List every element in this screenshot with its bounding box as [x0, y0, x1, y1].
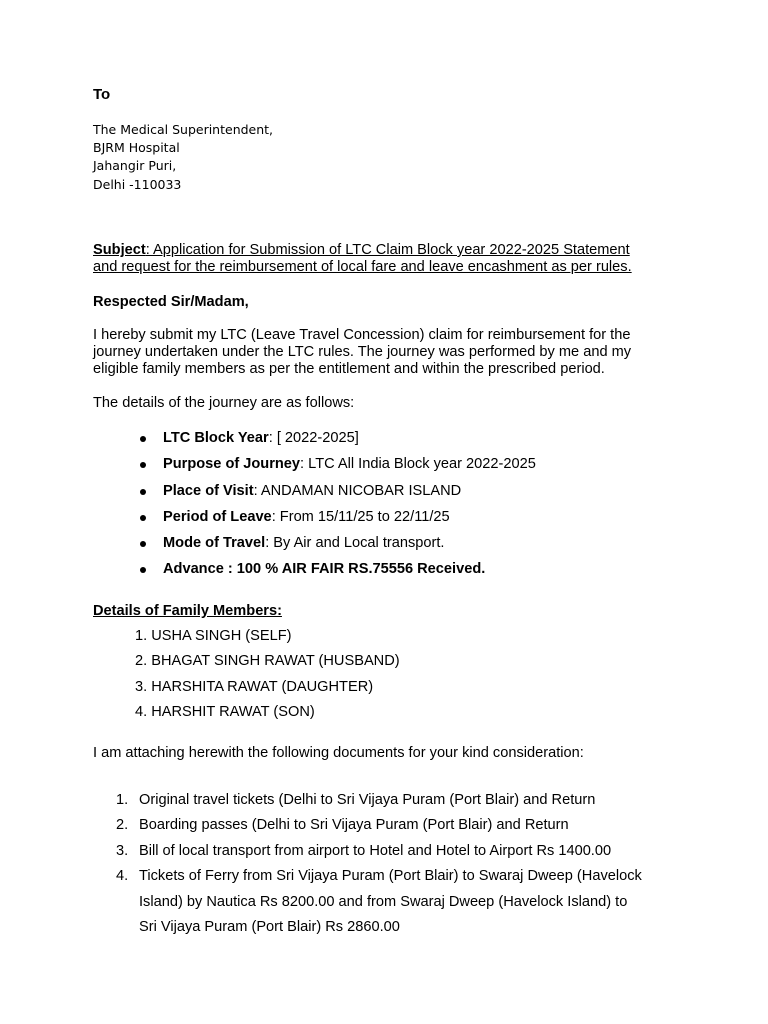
detail-label: Purpose of Journey [163, 456, 301, 473]
item-line: Bill of local transport from airport to Hotel and Hotel to Airport Rs 1400.00 [139, 842, 612, 859]
bullet-icon [140, 436, 146, 442]
list-item [116, 788, 642, 813]
detail-label: LTC Block Year [163, 430, 269, 446]
item-line: Boarding passes (Delhi to Sri Vijaya Puram (Port Blair) and Return [139, 817, 569, 834]
greeting: Respected Sir/Madam, [93, 294, 249, 310]
item-line: Sri Vijaya Puram (Port Blair) Rs 2860.00 [139, 919, 400, 936]
item-line: Tickets of Ferry from Sri Vijaya Puram (Port Blair) to Swaraj Dweep (Havelock [139, 868, 642, 885]
item-number: 3. [116, 842, 129, 859]
detail-value: : LTC All India Block year 2022-2025 [300, 456, 536, 473]
documents-list [116, 788, 642, 940]
list-item: 3. HARSHITA RAWAT (DAUGHTER) [135, 678, 374, 695]
detail-value: : ANDAMAN NICOBAR ISLAND [253, 482, 462, 499]
family-members-list [135, 628, 400, 730]
address-line: Jahangir Puri, [93, 158, 177, 174]
list-item [140, 535, 536, 561]
subject-label: Subject [93, 242, 146, 258]
attachments-intro: I am attaching herewith the following documents for your kind consideration: [93, 745, 584, 761]
detail-value: : From 15/11/25 to 22/11/25 [271, 508, 450, 525]
detail-label: Advance : 100 % AIR FAIR RS.75556 Received. [163, 561, 486, 578]
detail-value: : By Air and Local transport. [265, 535, 445, 552]
bullet-icon [140, 515, 146, 521]
list-item [140, 509, 536, 535]
detail-label: Mode of Travel [163, 535, 266, 552]
item-line: Original travel tickets (Delhi to Sri Vijaya Puram (Port Blair) and Return [139, 792, 596, 808]
list-item [116, 864, 642, 940]
list-item [140, 483, 536, 509]
body-line: eligible family members as per the entitlement and within the prescribed period. [93, 361, 605, 377]
item-line: Island) by Nautica Rs 8200.00 and from Swaraj Dweep (Havelock Island) to [139, 893, 628, 910]
recipient-salutation: To [93, 86, 111, 103]
bullet-icon [140, 541, 146, 547]
item-number: 1. [116, 792, 129, 808]
details-intro: The details of the journey are as follows: [93, 395, 355, 411]
detail-value: : [ 2022-2025] [268, 430, 359, 446]
list-item: 4. HARSHIT RAWAT (SON) [135, 704, 315, 721]
subject-block [93, 242, 673, 276]
address-line: The Medical Superintendent, [93, 122, 274, 137]
list-item: 2. BHAGAT SINGH RAWAT (HUSBAND) [135, 653, 400, 670]
body-line: journey undertaken under the LTC rules. The journey was performed by me and my [93, 344, 632, 360]
journey-details-list [140, 430, 536, 588]
subject-text: : Application for Submission of LTC Claim Block year 2022-2025 Statement [145, 242, 630, 258]
list-item [140, 561, 536, 587]
subject-line-1 [93, 242, 673, 259]
recipient-address [93, 121, 273, 194]
item-text [139, 788, 642, 813]
item-number: 2. [116, 817, 129, 834]
item-text [139, 813, 642, 838]
address-line: Delhi -110033 [93, 176, 182, 192]
bullet-icon [140, 462, 146, 468]
list-item [116, 813, 642, 838]
item-number: 4. [116, 868, 129, 885]
bullet-icon [140, 489, 146, 495]
detail-label: Period of Leave [163, 508, 272, 525]
address-line: BJRM Hospital [93, 140, 180, 156]
list-item [140, 430, 536, 456]
bullet-icon [140, 567, 146, 573]
item-text [139, 864, 642, 940]
body-line: I hereby submit my LTC (Leave Travel Concession) claim for reimbursement for the [93, 327, 631, 343]
detail-label: Place of Visit [163, 482, 254, 499]
subject-line-2: and request for the reimbursement of local fare and leave encashment as per rules. [93, 259, 632, 275]
list-item [116, 839, 642, 864]
body-paragraph [93, 327, 631, 378]
list-item [140, 456, 536, 482]
list-item: 1. USHA SINGH (SELF) [135, 628, 292, 644]
family-heading: Details of Family Members: [93, 603, 282, 619]
item-text [139, 839, 642, 864]
